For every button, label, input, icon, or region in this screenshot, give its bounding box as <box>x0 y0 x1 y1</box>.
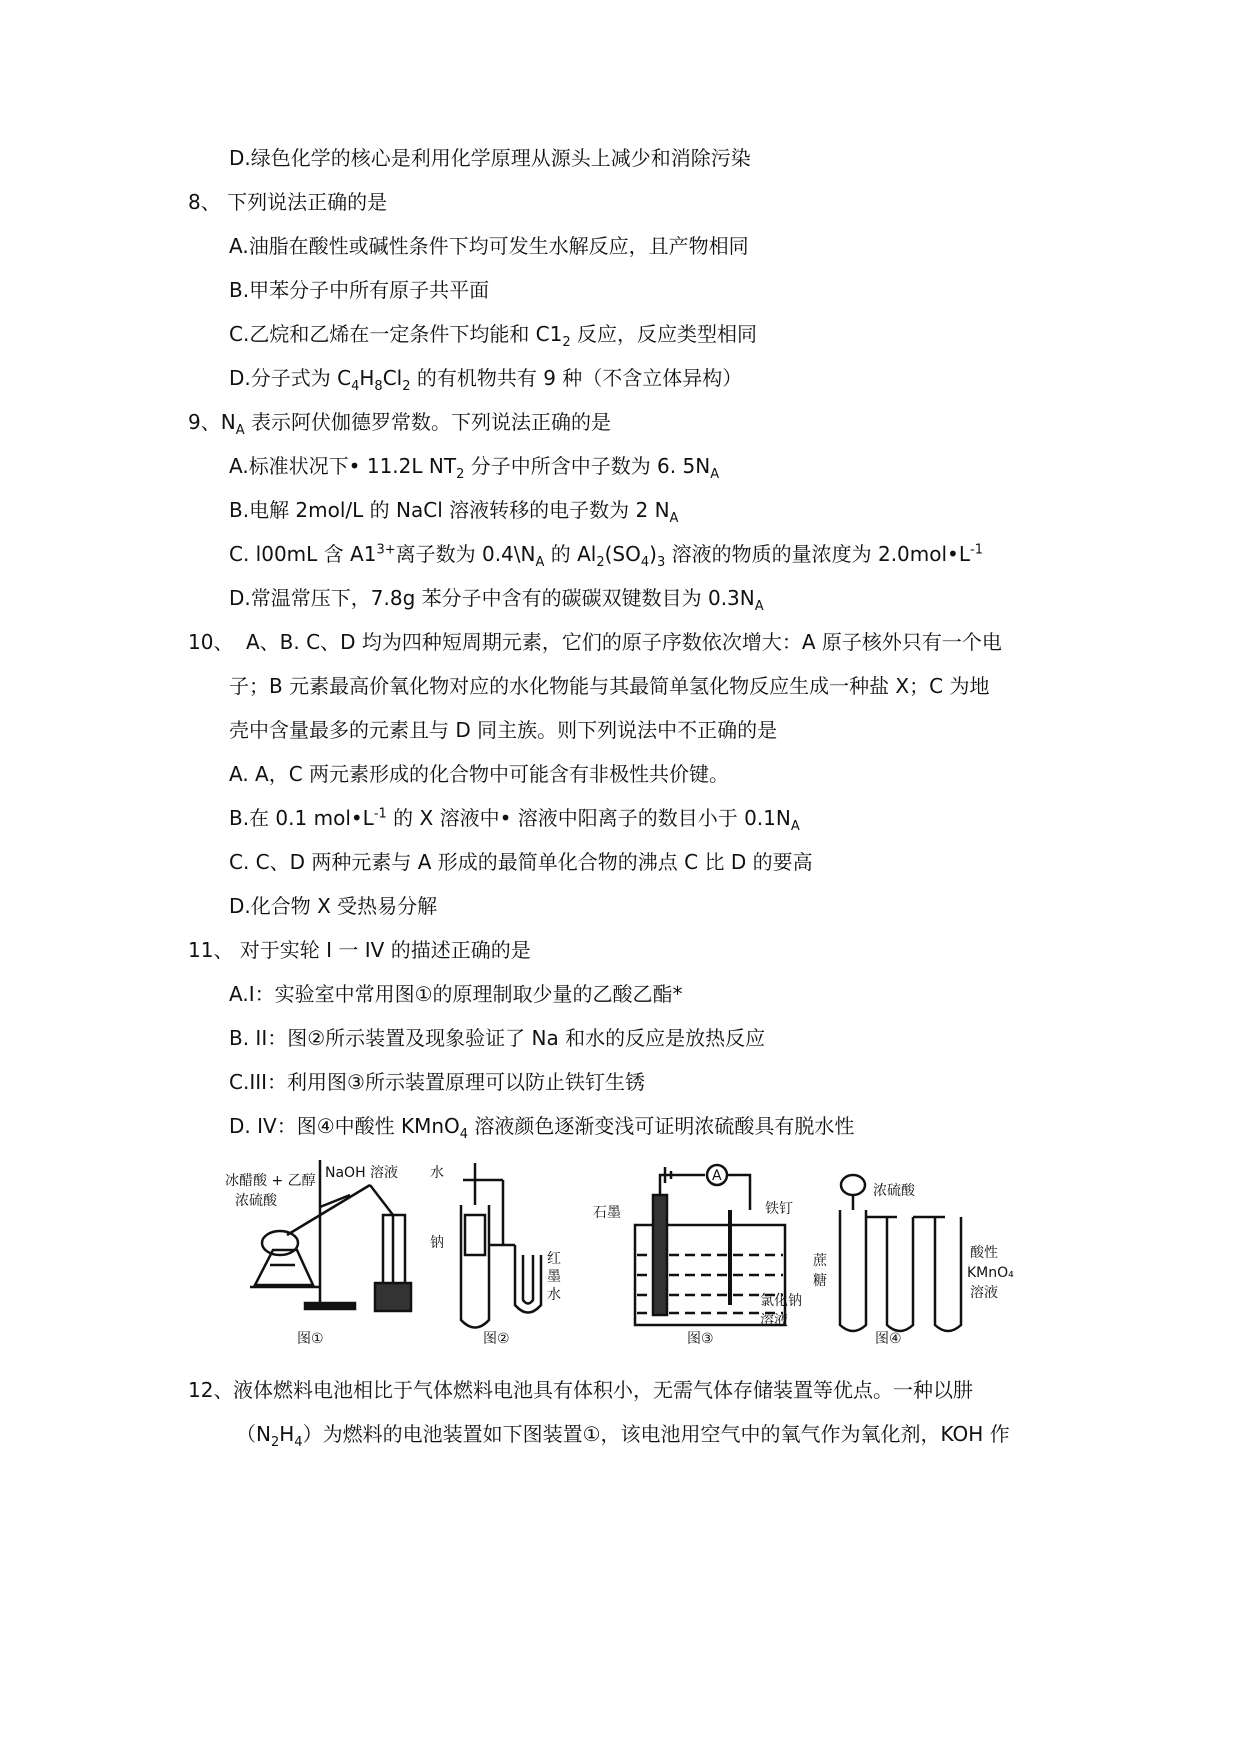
fig1-caption: 图① <box>297 1331 324 1347</box>
fig3-label-nacl: 氯化钠 <box>760 1293 802 1309</box>
q10-option-a: A. A，C 两元素形成的化合物中可能含有非极性共价键。 <box>229 762 730 786</box>
fig2-caption: 图② <box>483 1331 510 1347</box>
q9-stem: 9、$N_A$ 表示阿伏伽德罗常数。下列说法正确的是 <box>188 410 611 438</box>
fig3-label-graphite: 石墨 <box>593 1205 621 1221</box>
fig3-label-nail: 铁钉 <box>765 1201 793 1217</box>
figure-2-apparatus <box>461 1163 541 1328</box>
q8-option-a: A.油脂在酸性或碱性条件下均可发生水解反应，且产物相同 <box>229 234 749 258</box>
q8-stem: 8、 下列说法正确的是 <box>188 190 388 214</box>
fig4-label-kmno4: KMnO₄ <box>967 1265 1014 1281</box>
fig2-label-water: 水 <box>430 1165 444 1181</box>
q8-option-c: C.乙烷和乙烯在一定条件下均能和 $C1_2$ 反应，反应类型相同 <box>229 322 758 350</box>
fig1-label-naoh: NaOH 溶液 <box>325 1165 399 1181</box>
q11-option-d: D. IV：图④中酸性 KMnO$_4$ 溶液颜色逐渐变浅可证明浓硫酸具有脱水性 <box>229 1114 855 1142</box>
fig3-label-solution: 溶液 <box>760 1313 788 1329</box>
q10-stem-line3: 壳中含量最多的元素且与 D 同主族。则下列说法中不正确的是 <box>229 718 778 742</box>
q12-stem-line1: 液体燃料电池相比于气体燃料电池具有体积小，无需气体存储装置等优点。一种以肼 <box>233 1378 973 1402</box>
q8-option-b: B.甲苯分子中所有原子共平面 <box>229 278 490 302</box>
q11-option-b: B. II：图②所示装置及现象验证了 Na 和水的反应是放热反应 <box>229 1026 766 1050</box>
q12-number: 12、 <box>188 1378 234 1402</box>
fig2-label-sodium: 钠 <box>430 1235 444 1251</box>
fig4-label-acidic: 酸性 <box>970 1245 998 1261</box>
fig4-label-sugar1: 蔗 <box>813 1253 827 1269</box>
q10-option-d: D.化合物 X 受热易分解 <box>229 894 438 918</box>
fig2-label-red: 红 <box>547 1251 561 1267</box>
fig3-ammeter-label: A <box>712 1168 722 1184</box>
fig4-label-sugar2: 糖 <box>813 1273 827 1289</box>
fig4-label-acid: 浓硫酸 <box>873 1183 915 1199</box>
fig4-label-solution: 溶液 <box>970 1285 998 1301</box>
fig3-caption: 图③ <box>687 1331 714 1347</box>
q10-number: 10、 <box>188 630 234 654</box>
experiment-figures <box>225 1155 1125 1350</box>
q7-option-d: D.绿色化学的核心是利用化学原理从源头上减少和消除污染 <box>229 146 751 170</box>
q10-option-c: C. C、D 两种元素与 A 形成的最简单化合物的沸点 C 比 D 的要高 <box>229 850 813 874</box>
q11-option-a: A.I：实验室中常用图①的原理制取少量的乙酸乙酯* <box>229 982 683 1006</box>
q10-option-b: B.在 0.1 $mol•L^{-1}$ 的 X 溶液中• 溶液中阳离子的数目小于 $0.1N_A$ <box>229 806 800 834</box>
q11-option-c: C.III：利用图③所示装置原理可以防止铁钉生锈 <box>229 1070 645 1094</box>
q10-stem-line2: 子；B 元素最高价氧化物对应的水化物能与其最简单氢化物反应生成一种盐 X；C 为地 <box>229 674 990 698</box>
fig1-label-acid: 浓硫酸 <box>235 1193 277 1209</box>
q12-stem-line2: $(N_2H_4)$为燃料的电池装置如下图装置①，该电池用空气中的氧气作为氧化剂，KOH 作 <box>236 1422 1010 1450</box>
q9-option-b: B.电解 2mol/L 的 NaCl 溶液转移的电子数为 2 $N_A$ <box>229 498 679 526</box>
fig2-label-water2: 水 <box>547 1287 561 1303</box>
q9-option-d: D.常温常压下，7.8g 苯分子中含有的碳碳双键数目为 $0.3N_A$ <box>229 586 764 614</box>
q8-option-d: D.分子式为 $C_4H_8Cl_2$ 的有机物共有 9 种（不含立体异构） <box>229 366 743 394</box>
fig1-label-reagents: 冰醋酸 + 乙醇 <box>225 1173 316 1189</box>
q9-option-c: C. l00mL 含 $A1^{3+}$离子数为 $0.4\backslash N_A$ 的 $Al_2(SO_4)_3$ 溶液的物质的量浓度为 $2.0mol•L^{-1}$ <box>229 542 983 570</box>
q11-stem: 11、 对于实轮 I 一 IV 的描述正确的是 <box>188 938 531 962</box>
q9-option-a: A.标准状况下• 11.2L $NT_2$ 分子中所含中子数为 6. $5N_A$ <box>229 454 720 482</box>
q10-stem-line1: A、B. C、D 均为四种短周期元素，它们的原子序数依次增大：A 原子核外只有一个电 <box>246 630 1002 654</box>
fig2-label-ink: 墨 <box>547 1269 561 1285</box>
fig4-caption: 图④ <box>875 1331 902 1347</box>
